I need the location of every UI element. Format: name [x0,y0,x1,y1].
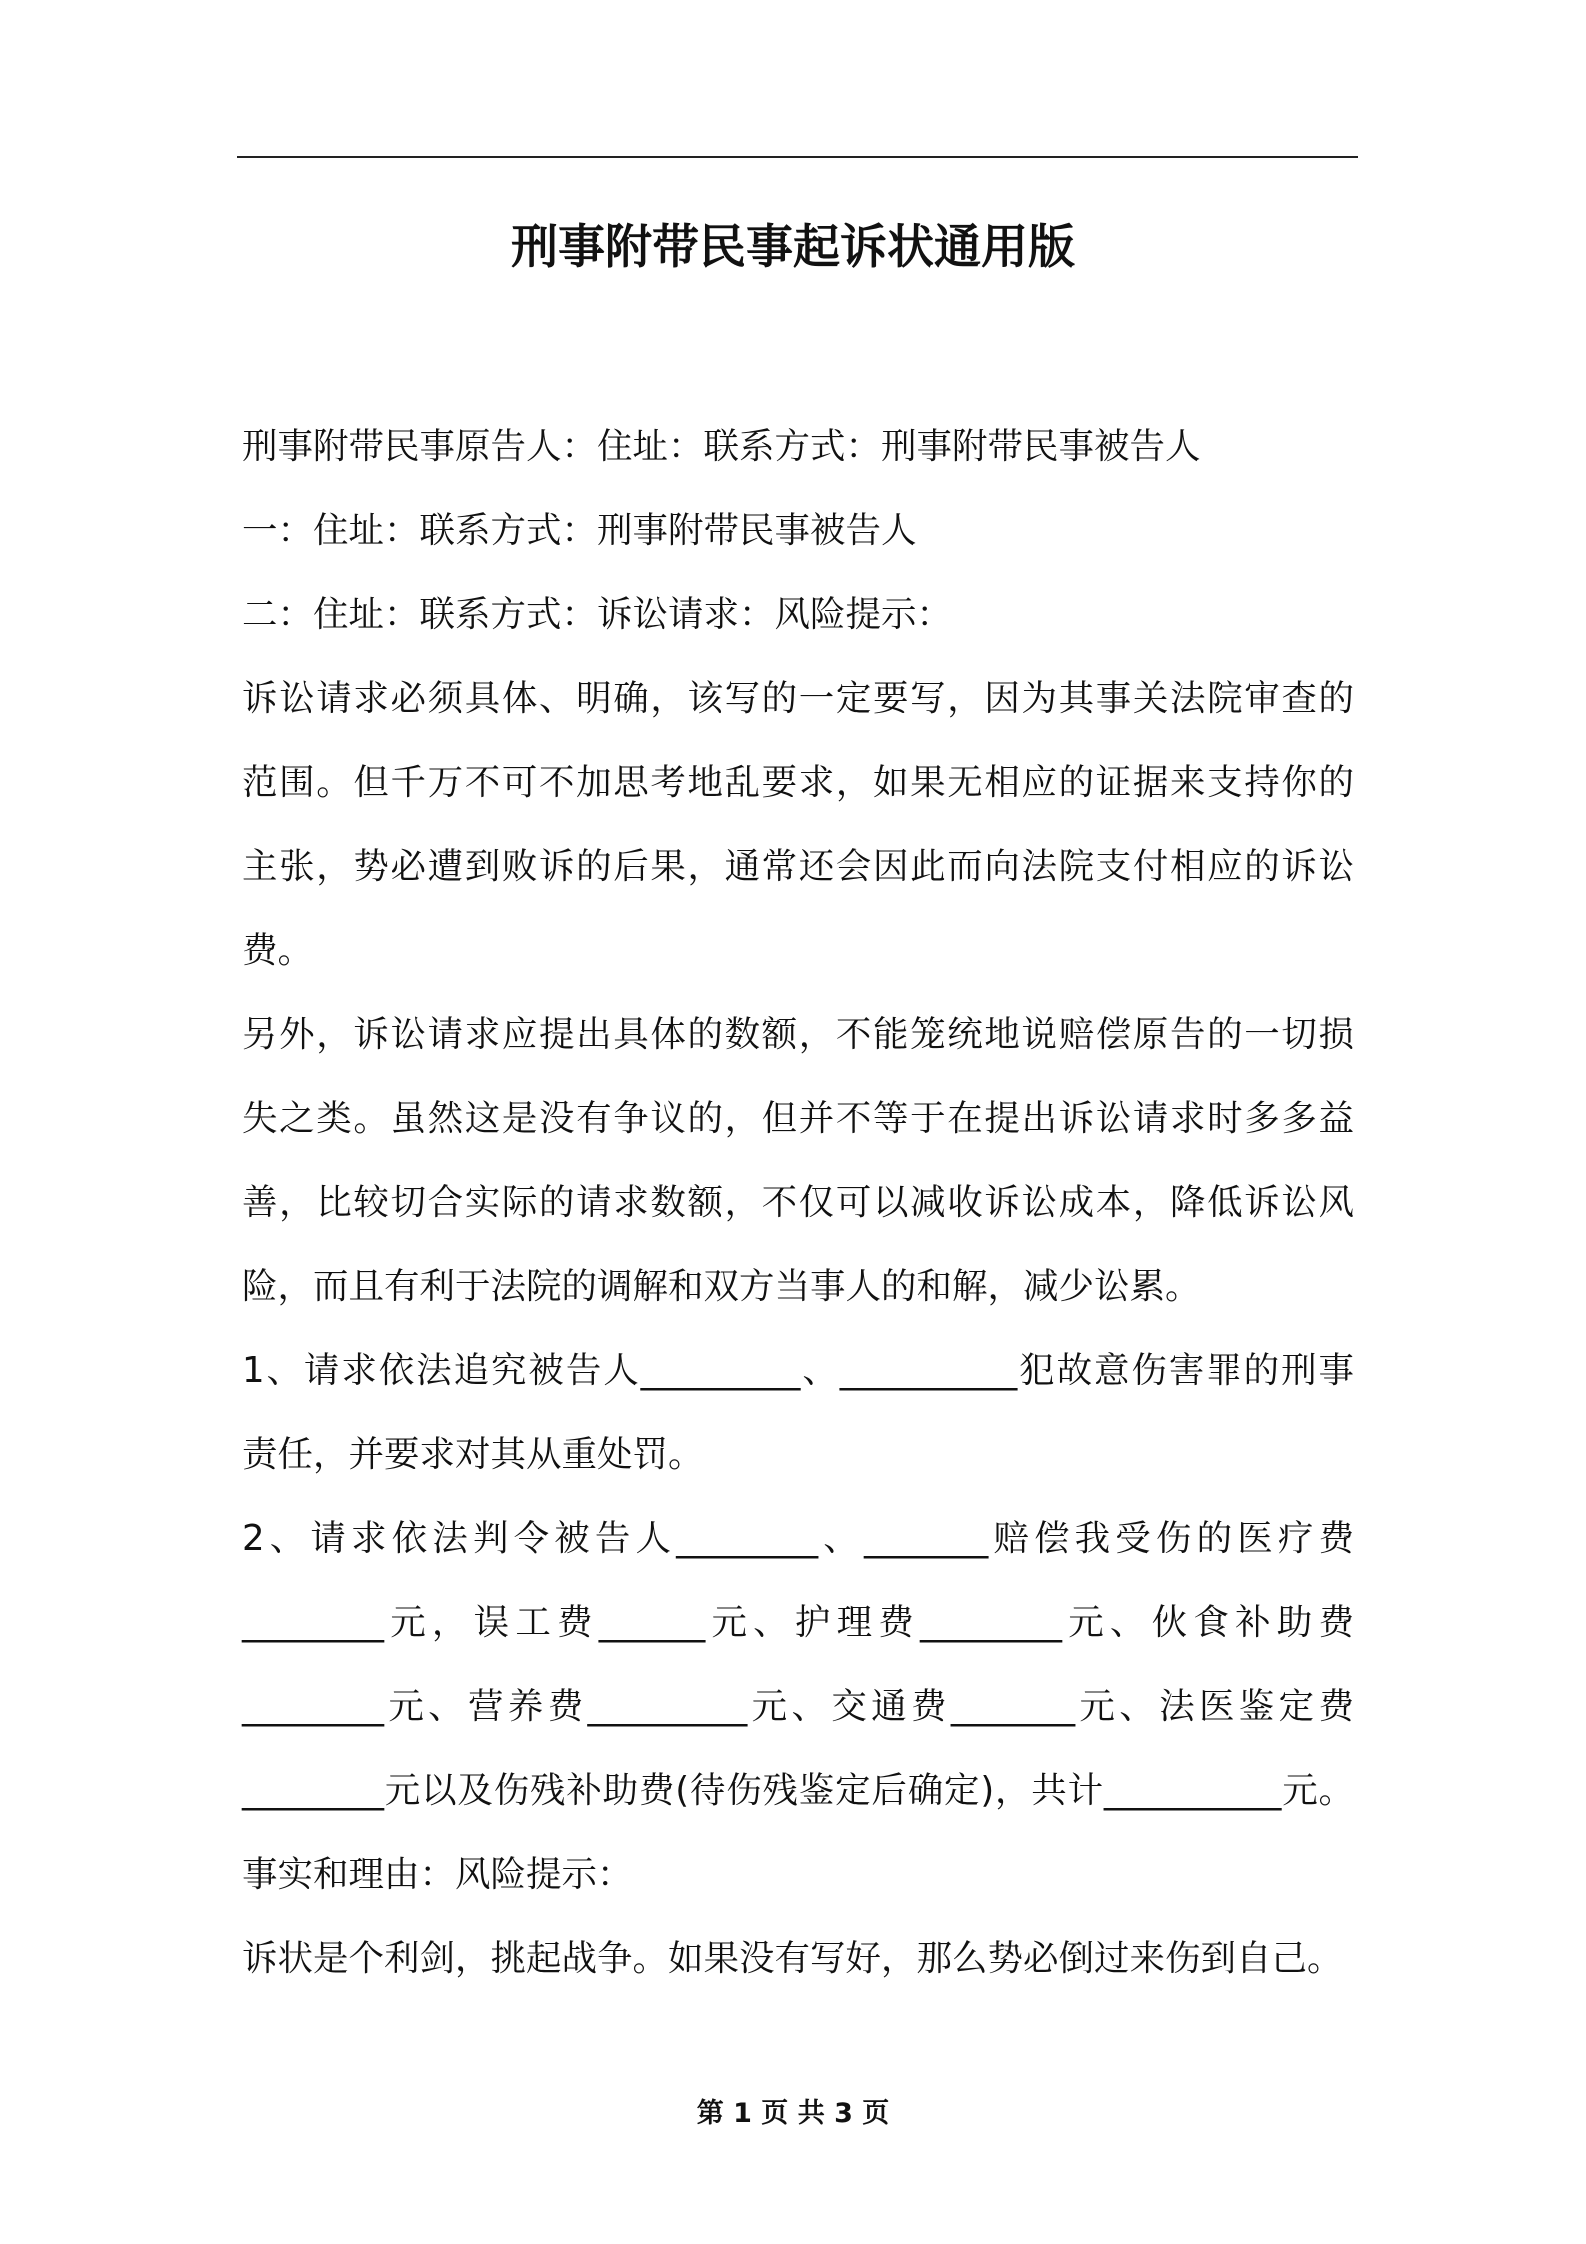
claim-item-1: 1、请求依法追究被告人_________、__________犯故意伤害罪的刑事 [242,1350,1354,1391]
document-body [242,405,1354,2001]
body-line: 范围。但千万不可不加思考地乱要求，如果无相应的证据来支持你的 [242,762,1354,803]
body-line-parties: 刑事附带民事原告人：住址：联系方式：刑事附带民事被告人 [242,426,1201,467]
claim-item-1-continued: 责任，并要求对其从重处罚。 [242,1434,704,1475]
page-number: 第 1 页 共 3 页 [696,2098,890,2129]
body-line: 诉状是个利剑，挑起战争。如果没有写好，那么势必倒过来伤到自己。 [242,1938,1343,1979]
document-title: 刑事附带民事起诉状通用版 [511,220,1075,275]
body-line: 费。 [242,930,314,971]
body-line: 险，而且有利于法院的调解和双方当事人的和解，减少讼累。 [242,1266,1201,1307]
body-line-defendant-1: 一：住址：联系方式：刑事附带民事被告人 [242,510,917,551]
claim-item-2-continued: ________元以及伤残补助费(待伤残鉴定后确定)，共计__________元。 [242,1770,1354,1811]
claim-item-2-continued: ________元，误工费______元、护理费________元、伙食补助费 [242,1602,1354,1643]
body-line-defendant-2: 二：住址：联系方式：诉讼请求：风险提示： [242,594,953,635]
claim-item-2-continued: ________元、营养费_________元、交通费_______元、法医鉴定费 [242,1686,1354,1727]
claim-item-2: 2、请求依法判令被告人________、_______赔偿我受伤的医疗费 [242,1518,1354,1559]
body-line: 诉讼请求必须具体、明确，该写的一定要写，因为其事关法院审查的 [242,678,1354,719]
body-line: 善，比较切合实际的请求数额，不仅可以减收诉讼成本，降低诉讼风 [242,1182,1354,1223]
body-line: 主张，势必遭到败诉的后果，通常还会因此而向法院支付相应的诉讼 [242,846,1354,887]
body-line: 另外，诉讼请求应提出具体的数额，不能笼统地说赔偿原告的一切损 [242,1014,1354,1055]
facts-heading: 事实和理由：风险提示： [242,1854,633,1895]
body-line: 失之类。虽然这是没有争议的，但并不等于在提出诉讼请求时多多益 [242,1098,1354,1139]
header-rule [237,156,1358,158]
